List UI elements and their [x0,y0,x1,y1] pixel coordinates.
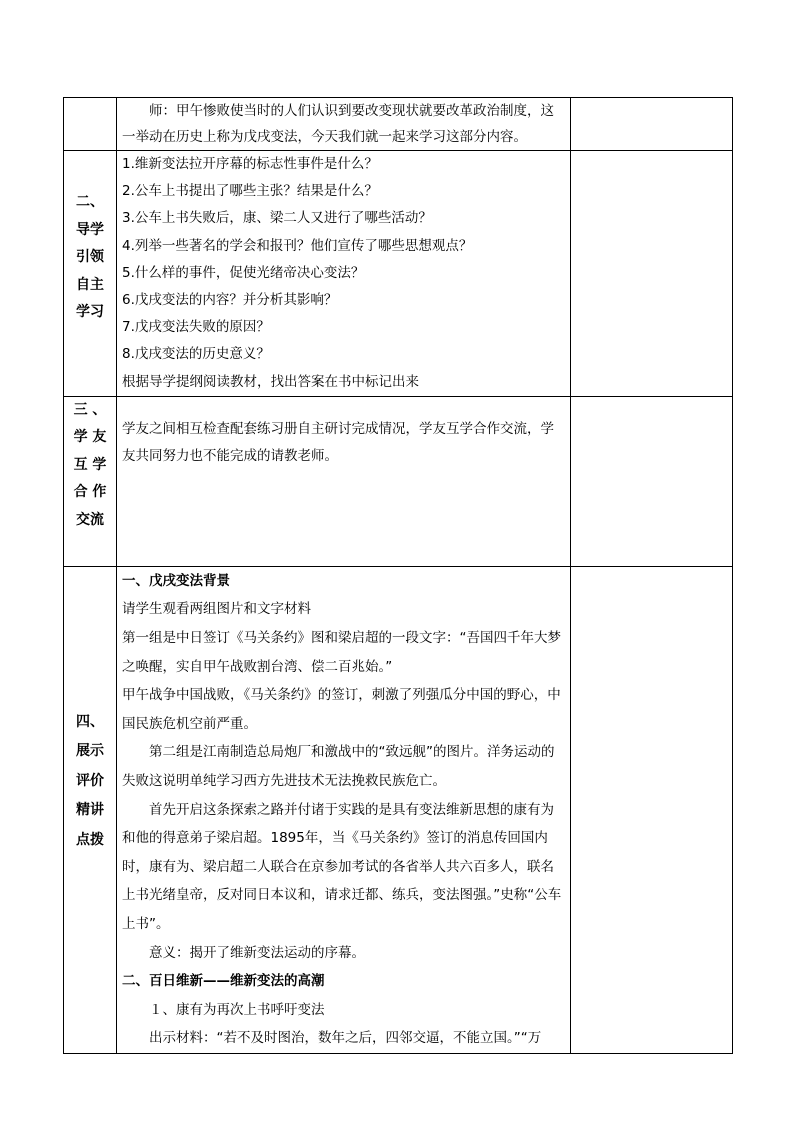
table-row [64,98,733,151]
table-row [64,566,733,1053]
content-cell [117,396,571,566]
guide-question: 1.维新变法拉开序幕的标志性事件是什么？ [122,156,378,172]
sub-heading: １、康有为再次上书呼吁变法 [149,1001,325,1018]
paragraph: 出示材料：“若不及时图治，数年之后，四邻交逼，不能立国。”“万 [149,1030,542,1047]
guide-question: 5.什么样的事件，促使光绪帝决心变法？ [122,264,365,281]
section-label: 三 、 学 友 互 学 合 作 交流 [73,401,107,528]
guide-question: 6.戊戌变法的内容？并分析其影响？ [122,292,338,309]
notes-cell [571,396,733,566]
paragraph: 请学生观看两组图片和文字材料 [122,601,311,618]
guide-question: 4.列举一些著名的学会和报刊？他们宣传了哪些思想观点？ [122,237,473,254]
notes-cell [571,566,733,1053]
section-label-cell [64,566,117,1053]
section-label-cell [64,98,117,151]
section-heading: 一、戊戌变法背景 [122,572,230,589]
lesson-plan-table [63,97,733,1054]
notes-cell [571,151,733,397]
section-label-cell [64,151,117,397]
paragraph: 第一组是中日签订《马关条约》图和梁启超的一段文字：“吾国四千年大梦之唤醒，实自甲午战败割台湾、偿二百兆始。” [122,630,561,675]
coop-paragraph: 学友之间相互检查配套练习册自主研讨完成情况，学友互学合作交流，学友共同努力也不能完成的请教老师。 [122,420,554,465]
paragraph: 意义：揭开了维新变法运动的序幕。 [149,944,365,961]
paragraph: 第二组是江南制造总局炮厂和激战中的“致远舰”的图片。洋务运动的失败这说明单纯学习西方先进技术无法挽救民族危亡。 [122,744,555,789]
section-label: 四、 展示 评价 精讲 点拨 [76,713,104,848]
paragraph: 首先开启这条探索之路并付诸于实践的是具有变法维新思想的康有为和他的得意弟子梁启超。1895年，当《马关条约》签订的消息传回国内时，康有为、梁启超二人联合在京参加考试的各省举人共六百多人，联名上书光绪皇帝，反对同日本议和，请求迁都、练兵，变法图强。”史称“公车上书”。 [122,801,562,932]
guide-question: 8.戊戌变法的历史意义？ [122,346,270,363]
section-heading: 二、百日维新——维新变法的高潮 [122,973,325,990]
intro-paragraph: 师：甲午惨败使当时的人们认识到要改变现状就要改革政治制度，这一举动在历史上称为戊戌变法，今天我们就一起来学习这部分内容。 [122,103,554,145]
table-row [64,396,733,566]
notes-cell [571,98,733,151]
guide-instruction: 根据导学提纲阅读教材，找出答案在书中标记出来 [122,373,419,390]
section-label: 二、 导学 引领 自主 学习 [76,194,104,320]
content-cell [117,566,571,1053]
content-cell [117,98,571,151]
section-label-cell [64,396,117,566]
guide-question: 3.公车上书失败后，康、梁二人又进行了哪些活动？ [122,210,432,227]
guide-question: 7.戊戌变法失败的原因？ [122,319,270,336]
paragraph: 甲午战争中国战败，《马关条约》的签订，刺激了列强瓜分中国的野心，中国民族危机空前严重。 [122,687,561,732]
content-cell [117,151,571,397]
guide-question: 2.公车上书提出了哪些主张？结果是什么？ [122,183,378,200]
table-row [64,151,733,397]
